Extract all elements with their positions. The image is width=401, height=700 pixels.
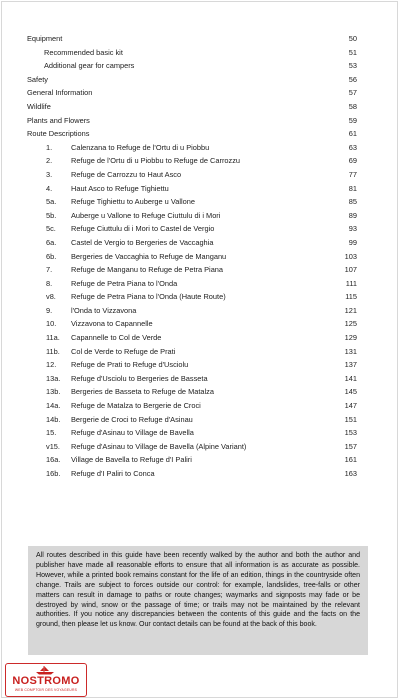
route-entry bbox=[27, 399, 357, 413]
route-entry bbox=[27, 358, 357, 372]
route-entry bbox=[27, 467, 357, 481]
route-title: Refuge de Matalza to Bergerie de Croci bbox=[71, 401, 201, 411]
route-entry bbox=[27, 195, 357, 209]
route-number: 16a. bbox=[46, 455, 61, 465]
route-title: Refuge de Petra Piana to l'Onda bbox=[71, 278, 178, 288]
route-page: 121 bbox=[344, 305, 357, 315]
toc-entry-label: Recommended basic kit bbox=[44, 47, 123, 57]
route-title: Refuge de Carrozzu to Haut Asco bbox=[71, 169, 182, 179]
route-page: 151 bbox=[344, 414, 357, 424]
route-title: Calenzana to Refuge de l'Ortu di u Piobbu bbox=[71, 142, 210, 152]
route-entry bbox=[27, 263, 357, 277]
route-number: 10. bbox=[46, 319, 57, 329]
toc-entry-page: 59 bbox=[348, 115, 357, 125]
route-number: 3. bbox=[46, 169, 53, 179]
route-title: Refuge d'Asinau to Village de Bavella bbox=[71, 428, 194, 438]
route-page: 157 bbox=[344, 441, 357, 451]
route-number: 5a. bbox=[46, 197, 57, 207]
route-number: v15. bbox=[46, 441, 60, 451]
route-title: Bergeries de Vaccaghia to Refuge de Manganu bbox=[71, 251, 227, 261]
route-page: 99 bbox=[348, 237, 357, 247]
route-page: 93 bbox=[348, 224, 357, 234]
route-entry bbox=[27, 413, 357, 427]
disclaimer-notice bbox=[28, 546, 368, 655]
logo-name: NOSTROMO bbox=[12, 675, 80, 687]
route-number: 14b. bbox=[46, 414, 61, 424]
logo-tagline: WEB COMPTOIR DES VOYAGEURS bbox=[14, 688, 78, 692]
route-page: 103 bbox=[344, 251, 357, 261]
route-title: Castel de Vergio to Bergeries de Vaccaghia bbox=[71, 237, 214, 247]
route-entry bbox=[27, 154, 357, 168]
route-entry bbox=[27, 277, 357, 291]
route-title: Refuge de Manganu to Refuge de Petra Piana bbox=[71, 265, 224, 275]
route-number: v8. bbox=[46, 292, 56, 302]
toc-entry-label: General Information bbox=[27, 88, 93, 98]
route-number: 13a. bbox=[46, 373, 61, 383]
route-page: 69 bbox=[348, 156, 357, 166]
ship-icon bbox=[34, 665, 56, 675]
route-entry bbox=[27, 304, 357, 318]
route-title: Refuge d'I Paliri to Conca bbox=[71, 469, 155, 478]
route-number: 8. bbox=[46, 278, 53, 288]
route-entry bbox=[27, 385, 357, 399]
route-title: Capannelle to Col de Verde bbox=[71, 333, 162, 343]
route-title: Refuge de l'Ortu di u Piobbu to Refuge de Carrozzu bbox=[71, 156, 241, 166]
route-entry bbox=[27, 222, 357, 236]
route-page: 81 bbox=[348, 183, 357, 193]
route-number: 5c. bbox=[46, 224, 56, 234]
route-page: 161 bbox=[344, 455, 357, 465]
toc-entry-page: 51 bbox=[348, 47, 357, 57]
route-entry bbox=[27, 141, 357, 155]
route-page: 141 bbox=[344, 373, 357, 383]
route-number: 5b. bbox=[46, 210, 57, 220]
route-number: 9. bbox=[46, 305, 53, 315]
disclaimer-text: All routes described in this guide have been recently walked by the author and both the author and publisher have made all reasonable efforts to ensure that all information is as accurate as possible. However, while a printed book remains constant for the life of an edition, things in the countryside often change. Trails are subject to forces outside our control: for example, landslides, tree-falls or other matters can result in damage to paths or route changes; waymarks and signposts may fade or be destroyed by wind, snow or the passage of time; or trails may not be maintained by the relevant authorities. If you notice any discrepancies between the contents of this guide and the facts on the ground, then please let us know. Our contact details can be found at the back of this book. bbox=[36, 552, 360, 629]
route-page: 77 bbox=[348, 169, 357, 179]
route-page: 153 bbox=[344, 428, 357, 438]
route-entry bbox=[27, 331, 357, 345]
route-entry bbox=[27, 168, 357, 182]
route-number: 11b. bbox=[46, 346, 60, 356]
route-page: 131 bbox=[344, 346, 357, 356]
route-title: Refuge d'Asinau to Village de Bavella (Alpine Variant) bbox=[71, 441, 247, 451]
route-number: 13b. bbox=[46, 387, 61, 397]
route-page: 111 bbox=[345, 278, 357, 288]
route-entry bbox=[27, 236, 357, 250]
route-entry bbox=[27, 317, 357, 331]
route-title: Refuge d'Usciolu to Bergeries de Basseta bbox=[71, 373, 208, 383]
route-number: 2. bbox=[46, 156, 53, 166]
toc-entry-page: 57 bbox=[348, 88, 357, 98]
toc-entry bbox=[27, 59, 357, 73]
route-page: 89 bbox=[348, 210, 357, 220]
route-title: Col de Verde to Refuge de Prati bbox=[71, 346, 176, 356]
toc-entry-page: 61 bbox=[348, 129, 357, 139]
route-page: 145 bbox=[344, 387, 357, 397]
route-page: 163 bbox=[344, 469, 357, 478]
route-page: 129 bbox=[344, 333, 357, 343]
route-page: 115 bbox=[345, 292, 357, 302]
route-title: Refuge Ciuttulu di i Mori to Castel de Vergio bbox=[71, 224, 215, 234]
route-title: Refuge de Prati to Refuge d'Usciolu bbox=[71, 360, 189, 370]
route-number: 16b. bbox=[46, 469, 61, 478]
route-entry bbox=[27, 372, 357, 386]
toc-entry bbox=[27, 73, 357, 87]
toc-entry bbox=[27, 127, 357, 141]
toc-entry bbox=[27, 86, 357, 100]
toc-entry-label: Equipment bbox=[27, 34, 63, 43]
route-entry bbox=[27, 182, 357, 196]
table-of-contents bbox=[27, 32, 357, 481]
route-title: Auberge u Vallone to Refuge Ciuttulu di i Mori bbox=[71, 210, 221, 220]
route-number: 1. bbox=[46, 142, 53, 152]
route-number: 12. bbox=[46, 360, 57, 370]
route-number: 14a. bbox=[46, 401, 61, 411]
route-title: Bergerie de Croci to Refuge d'Asinau bbox=[71, 414, 193, 424]
route-entry bbox=[27, 426, 357, 440]
route-page: 107 bbox=[344, 265, 357, 275]
toc-entry-label: Additional gear for campers bbox=[44, 61, 135, 71]
toc-entry bbox=[27, 46, 357, 60]
route-title: Refuge Tighiettu to Auberge u Vallone bbox=[71, 197, 195, 207]
toc-entry bbox=[27, 100, 357, 114]
toc-entry bbox=[27, 32, 357, 46]
route-entry bbox=[27, 250, 357, 264]
route-entry bbox=[27, 290, 357, 304]
route-title: Haut Asco to Refuge Tighiettu bbox=[71, 183, 169, 193]
nostromo-logo bbox=[5, 663, 87, 697]
route-entry bbox=[27, 453, 357, 467]
toc-entry-page: 56 bbox=[348, 74, 357, 84]
route-page: 147 bbox=[344, 401, 357, 411]
route-entry bbox=[27, 209, 357, 223]
route-number: 6b. bbox=[46, 251, 57, 261]
route-title: Village de Bavella to Refuge d'I Paliri bbox=[71, 455, 192, 465]
route-page: 137 bbox=[344, 360, 357, 370]
route-number: 11a. bbox=[46, 333, 60, 343]
route-page: 85 bbox=[348, 197, 357, 207]
route-number: 6a. bbox=[46, 237, 57, 247]
route-title: Bergeries de Basseta to Refuge de Matalza bbox=[71, 387, 214, 397]
toc-entry-label: Safety bbox=[27, 74, 48, 84]
toc-entry bbox=[27, 114, 357, 128]
toc-entry-label: Wildlife bbox=[27, 101, 51, 111]
toc-entry-label: Route Descriptions bbox=[27, 129, 90, 139]
route-title: Vizzavona to Capannelle bbox=[71, 319, 153, 329]
route-title: l'Onda to Vizzavona bbox=[71, 305, 137, 315]
route-page: 63 bbox=[348, 142, 357, 152]
route-number: 15. bbox=[46, 428, 57, 438]
route-entry bbox=[27, 345, 357, 359]
route-entry bbox=[27, 440, 357, 454]
toc-entry-page: 53 bbox=[348, 61, 357, 71]
route-title: Refuge de Petra Piana to l'Onda (Haute Route) bbox=[71, 292, 226, 302]
route-page: 125 bbox=[344, 319, 357, 329]
route-number: 4. bbox=[46, 183, 53, 193]
route-number: 7. bbox=[46, 265, 53, 275]
toc-entry-label: Plants and Flowers bbox=[27, 115, 90, 125]
toc-entry-page: 50 bbox=[348, 34, 357, 43]
toc-entry-page: 58 bbox=[348, 101, 357, 111]
